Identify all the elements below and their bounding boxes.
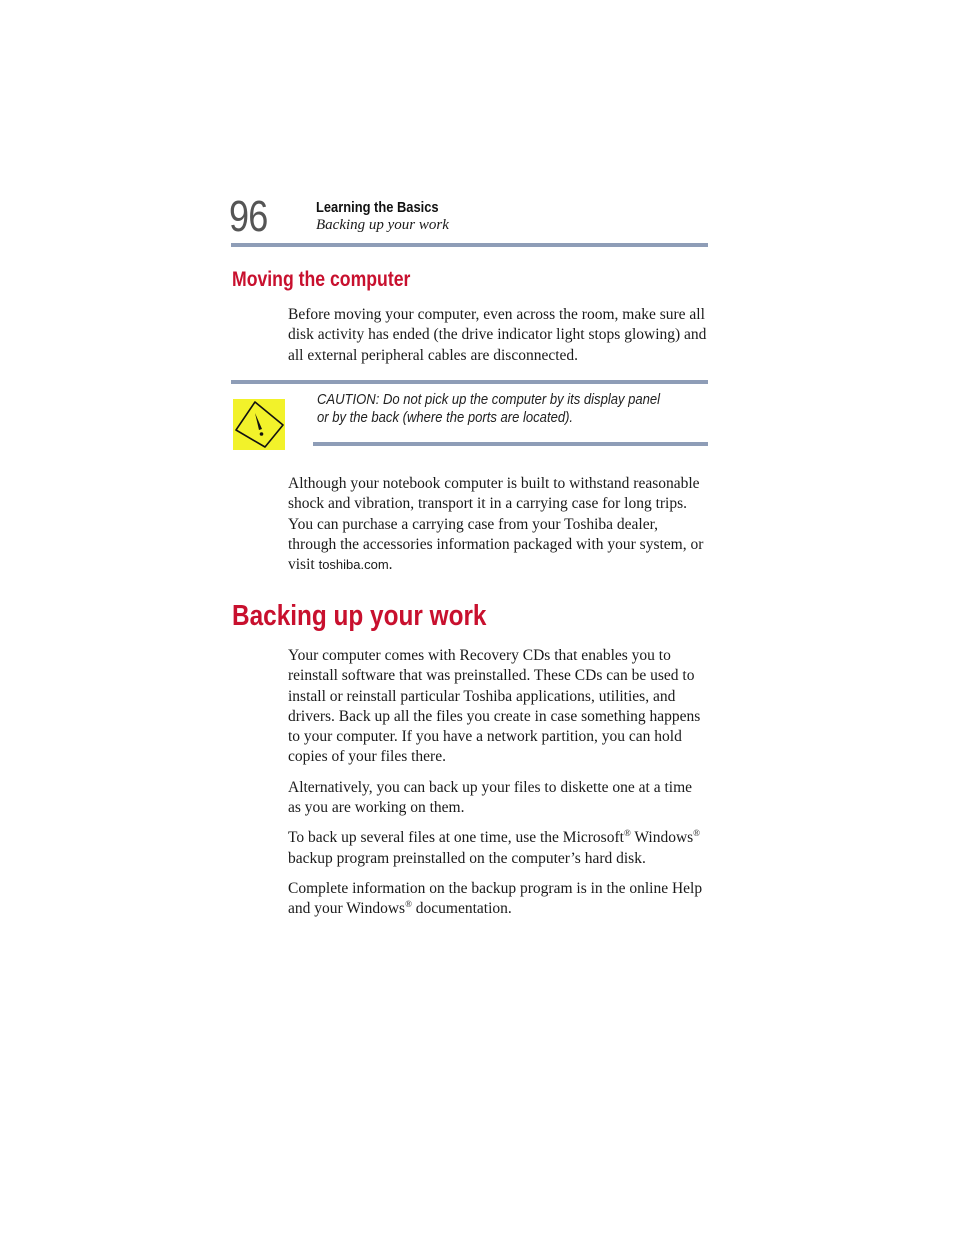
backup-p3-c: backup program preinstalled on the computer’s hard disk. [288, 849, 646, 867]
header-rule [231, 243, 708, 247]
backup-body [288, 646, 708, 920]
backup-p4-b: documentation. [411, 900, 512, 918]
caution-line-2: or by the back (where the ports are located). [317, 408, 574, 426]
backup-paragraph-4 [288, 879, 708, 920]
registered-mark: ® [693, 828, 701, 839]
carry-paragraph [288, 474, 708, 575]
moving-intro [288, 305, 708, 366]
carry-text: Although your notebook computer is built to withstand reasonable shock and vibration, transport it in a carrying case for long trips. You can purchase a carrying case from your Toshiba dealer, through the accessories information packaged with your system, or visit [288, 475, 704, 574]
caution-top-rule [231, 380, 708, 384]
registered-mark: ® [623, 828, 631, 839]
backup-paragraph-2: Alternatively, you can back up your files to diskette one at a time as you are working on them. [288, 778, 693, 817]
backup-p3-a: To back up several files at one time, use the Microsoft [288, 829, 624, 847]
caution-line-1: CAUTION: Do not pick up the computer by its display panel [317, 391, 661, 408]
backup-p3-b: Windows [630, 829, 694, 847]
page-number: 96 [229, 192, 268, 241]
backup-paragraph-1: Your computer comes with Recovery CDs that enables you to reinstall software that was preinstalled. These CDs can be used to install or reinstall particular Toshiba applications, utilities, and drivers. Back up all the files you create in case something happens to your computer. If you have a network partition, you can hold copies of your files there. [288, 647, 701, 766]
registered-mark: ® [405, 899, 412, 910]
caution-bottom-rule [313, 442, 708, 446]
backup-paragraph-3 [288, 828, 708, 869]
moving-heading: Moving the computer [232, 268, 411, 291]
chapter-title: Learning the Basics [316, 199, 439, 216]
caution-text [317, 391, 660, 426]
backup-p4-a: Complete information on the backup program is in the online Help and your Windows [288, 879, 703, 918]
caution-icon [233, 399, 285, 450]
backup-heading: Backing up your work [232, 600, 487, 632]
toshiba-link[interactable]: toshiba.com [318, 557, 389, 573]
moving-intro-text: Before moving your computer, even across the room, make sure all disk activity has ended (the drive indicator light stops glowing) and all external peripheral cables are disconnected. [288, 306, 707, 364]
carry-end: . [388, 556, 393, 574]
section-title: Backing up your work [316, 217, 449, 233]
